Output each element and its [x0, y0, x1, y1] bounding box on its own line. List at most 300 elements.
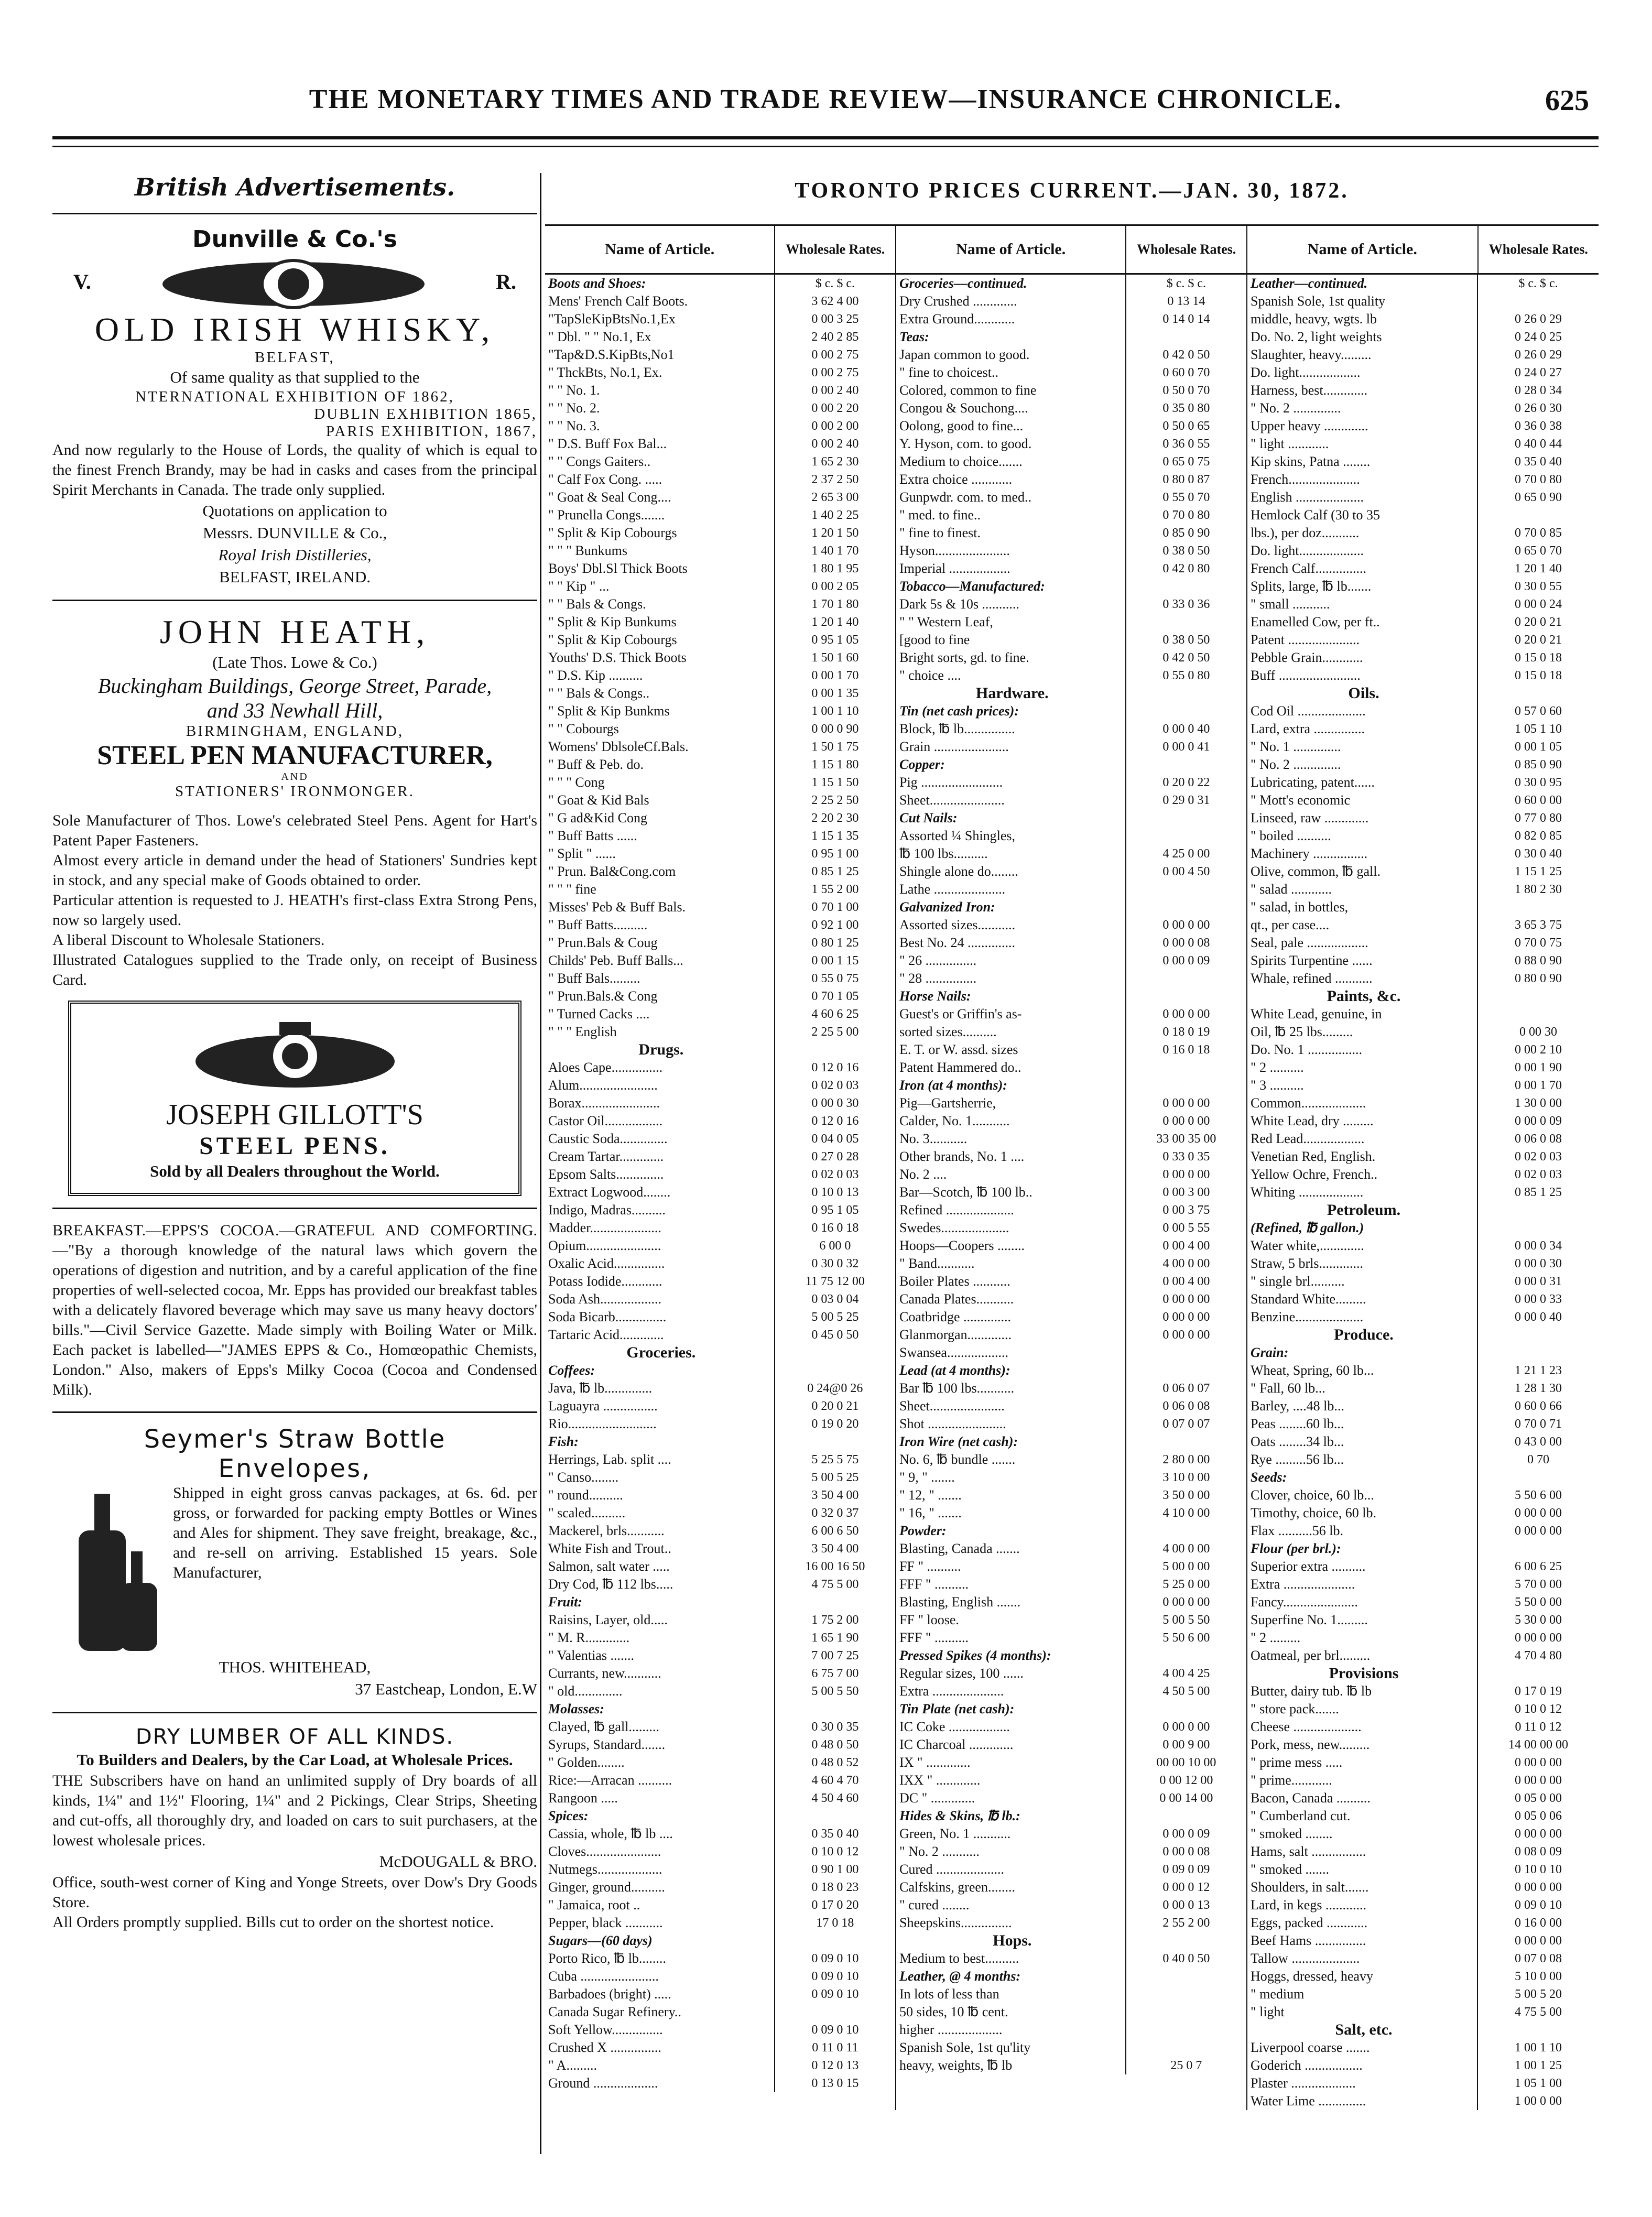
article-name: " " " fine — [545, 881, 775, 898]
article-name: Japan common to good. — [896, 346, 1126, 364]
article-name: Soft Yellow............... — [545, 2021, 775, 2039]
article-name: Tin (net cash prices): — [896, 702, 1126, 720]
article-name: " " " English — [545, 1023, 775, 1041]
wholesale-rate: 0 48 0 52 — [811, 1756, 859, 1769]
price-row — [896, 1308, 1246, 1326]
article-name: Lard, extra ............... — [1247, 720, 1478, 738]
price-row — [896, 1469, 1246, 1486]
wholesale-rate: 1 15 1 80 — [811, 758, 859, 771]
article-name: " " Kip " ... — [545, 578, 775, 595]
price-row — [545, 2003, 895, 2021]
wholesale-rate: 0 00 1 90 — [1515, 1061, 1562, 1074]
article-name: Ginger, ground.......... — [545, 1878, 775, 1896]
wholesale-rate: 0 12 0 13 — [811, 2059, 859, 2072]
price-row — [545, 1183, 895, 1201]
wholesale-rate: 0 05 0 06 — [1515, 1809, 1562, 1823]
price-row — [545, 346, 895, 364]
wholesale-rate: 5 00 5 25 — [811, 1310, 859, 1324]
price-row — [545, 506, 895, 524]
wholesale-rate: 0 85 0 90 — [1162, 526, 1210, 540]
article-name: Tin Plate (net cash): — [896, 1700, 1126, 1718]
dunville-ad: Dunville & Co.'s V. R. OLD IRISH WHISKY, BELFAST, Of same quality as that supplied to the NTERNATIONAL EXHIBITION OF 1862, DUBLIN EXHIBITION 1865, PARIS EXHIBITION, 1867, And now regularly to the House of Lords, the quality of which is equal to the finest French Brandy, may be had in casks and cases from the principal Spirit Merchants in Canada. The trade only supplied. Quotations on application to Messrs. DUNVILLE & Co., Royal Irish Distilleries, BELFAST, IRELAND. — [52, 226, 537, 586]
wholesale-rate: 7 00 7 25 — [811, 1649, 859, 1662]
price-row — [1247, 488, 1599, 506]
wholesale-rate: 0 32 0 37 — [811, 1506, 859, 1520]
price-row — [1247, 1575, 1599, 1593]
price-row — [1247, 506, 1599, 524]
wholesale-rate: 5 25 5 75 — [811, 1453, 859, 1466]
wholesale-rate: 0 24 0 27 — [1515, 366, 1562, 379]
article-name: " " Bals & Congs. — [545, 595, 775, 613]
price-column-3: Name of Article. Wholesale Rates. Leather—continued. $ c. $ c. Spanish Sole, 1st quality middle, heavy, wgts. lb 0 26 0 29 Do. No. 2, light weights 0 24 0 25 Slaughter, heavy......... 0 26 0 29 Do. light.................. 0 24 0 27 Harness, best............. 0 28 0 34 " No. 2 .............. 0 26 0 30 Upper heavy ............. 0 36 0 38 " light ............ 0 40 0 44 Kip skins, Patna ........ 0 35 0 40 French..................... 0 70 0 80 English .................... 0 65 0 90 Hemlock Calf (30 to 35 lbs.), per doz........... 0 70 0 85 Do. light................... 0 65 0 70 French Calf............... 1 20 1 40 Splits, large, ℔ lb....... 0 30 0 55 " small ........... 0 00 0 24 Enamelled Cow, per ft.. 0 20 0 21 Patent ..................... 0 20 0 21 Pebble Grain............ 0 15 0 18 Buff ........................ 0 15 0 18 Oils. Cod Oil .................... 0 57 0 60 Lard, extra ............... 1 05 1 10 " No. 1 .............. 0 00 1 05 " No. 2 .............. 0 85 0 90 Lubricating, patent...... 0 30 0 95 " Mott's economic 0 60 0 00 Linseed, raw ............. 0 77 0 80 " boiled .......... 0 82 0 85 Machinery ................ 0 30 0 40 Olive, common, ℔ gall. 1 15 1 25 " salad ............ 1 80 2 30 " salad, in bottles, qt., per case.... 3 65 3 75 Seal, pale .................. 0 70 0 75 Spirits Turpentine ...... 0 88 0 90 Whale, refined ........... 0 80 0 90 Paints, &c. White Lead, genuine, in Oil, ℔ 25 lbs......... 0 00 30 Do. No. 1 ................ 0 00 2 10 " 2 .......... 0 00 1 90 " 3 .......... 0 00 1 70 Common................... 1 30 0 00 White Lead, dry ......... 0 00 0 09 Red Lead.................. 0 06 0 08 Venetian Red, English. 0 02 0 03 Yellow Ochre, French.. 0 02 0 03 Whiting ................... 0 85 1 25 Petroleum. (Refined, ℔ gallon.) Water white,............. 0 00 0 34 Straw, 5 brls............. 0 00 0 30 " single brl.......... 0 00 0 31 Standard White......... 0 00 0 33 Benzine.................... 0 00 0 40 Produce. Grain: Wheat, Spring, 60 lb... 1 21 1 23 " Fall, 60 lb... 1 28 1 30 Barley, ....48 lb... 0 60 0 66 Peas ........60 lb... 0 70 0 71 Oats ........34 lb... 0 43 0 00 Rye .........56 lb... 0 70 Seeds: Clover, choice, 60 lb... 5 50 6 00 Timothy, choice, 60 lb. 0 00 0 00 Flax ..........56 lb. 0 00 0 00 Flour (per brl.): Superior extra .......... 6 00 6 25 Extra ..................... 5 70 0 00 Fancy...................... 5 50 0 00 Superfine No. 1......... 5 30 0 00 " 2 ......... 0 00 0 00 Oatmeal, per brl......... 4 70 4 80 Provisions Butter, dairy tub. ℔ lb 0 17 0 19 " store pack....... 0 10 0 12 Cheese .................... 0 11 0 12 Pork, mess, new......... 14 00 00 00 " prime mess ..... 0 00 0 00 " prime............ 0 00 0 00 Bacon, Canada .......... 0 05 0 00 " Cumberland cut. 0 05 0 06 " smoked ........ 0 00 0 00 Hams, salt ................ 0 08 0 09 " smoked ....... 0 10 0 10 Shoulders, in salt....... 0 00 0 00 Lard, in kegs ............ 0 09 0 10 Eggs, packed ............ 0 16 0 00 Beef Hams ............... 0 00 0 00 Tallow .................... 0 07 0 08 Hoggs, dressed, heavy 5 10 0 00 " medium 5 00 5 20 " light 4 75 5 00 Salt, etc. Liverpool coarse ....... 1 00 1 10 Goderich ................. 1 00 1 25 Plaster ................... 1 05 1 00 Water Lime .............. 1 00 0 00 — [1247, 226, 1599, 2110]
article-name: Caustic Soda.............. — [545, 1130, 775, 1148]
price-row — [545, 399, 895, 417]
wholesale-rate — [1478, 1201, 1599, 1219]
wholesale-rate: 0 00 0 00 — [1162, 1168, 1210, 1181]
article-name: Grain ...................... — [896, 738, 1126, 756]
wholesale-rate: 0 00 2 10 — [1515, 1043, 1562, 1057]
article-name: Oil, ℔ 25 lbs......... — [1247, 1023, 1478, 1041]
article-name: " single brl.......... — [1247, 1273, 1478, 1290]
wholesale-rate: 0 40 0 44 — [1515, 437, 1562, 451]
article-name: Salmon, salt water ..... — [545, 1558, 775, 1575]
price-row — [896, 1772, 1246, 1789]
article-name: No. 3........... — [896, 1130, 1126, 1148]
article-name: Common................... — [1247, 1094, 1478, 1112]
article-name: Extra choice ............ — [896, 471, 1126, 488]
wholesale-rate: 0 09 0 10 — [811, 1970, 859, 1983]
wholesale-rate: 0 00 14 00 — [1159, 1791, 1213, 1805]
wholesale-rate: 0 26 0 29 — [1515, 312, 1562, 326]
wholesale-rate: 0 40 0 50 — [1162, 1952, 1210, 1965]
price-row — [1247, 1647, 1599, 1665]
price-row — [896, 1807, 1246, 1825]
article-name: Peas ........60 lb... — [1247, 1415, 1478, 1433]
article-name: Epsom Salts.............. — [545, 1166, 775, 1183]
wholesale-rate: 2 65 3 00 — [811, 491, 859, 504]
price-row — [896, 1575, 1246, 1593]
prices-title: TORONTO PRICES CURRENT.—JAN. 30, 1872. — [795, 179, 1349, 203]
price-row — [896, 1825, 1246, 1843]
wholesale-rate: 0 60 0 66 — [1515, 1399, 1562, 1413]
price-row — [545, 1379, 895, 1397]
article-name: Do. light................... — [1247, 542, 1478, 560]
price-row — [545, 1629, 895, 1647]
article-name: Guest's or Griffin's as- — [896, 1005, 1126, 1023]
article-name: FF " .......... — [896, 1558, 1126, 1575]
wholesale-rate: 0 35 0 40 — [1515, 455, 1562, 469]
wholesale-rate: 1 65 1 90 — [811, 1631, 859, 1645]
wholesale-rate: 0 35 0 40 — [811, 1827, 859, 1841]
price-row — [896, 1896, 1246, 1914]
wholesale-rate: 0 60 0 00 — [1515, 794, 1562, 807]
article-name: Tobacco—Manufactured: — [896, 578, 1126, 595]
article-name: Cassia, whole, ℔ lb .... — [545, 1825, 775, 1843]
article-name: White Fish and Trout.. — [545, 1540, 775, 1558]
price-row — [1247, 952, 1599, 970]
price-row — [1247, 1112, 1599, 1130]
wholesale-rate: 0 19 0 20 — [811, 1417, 859, 1431]
price-row — [545, 1914, 895, 1932]
article-name: Cod Oil .................... — [1247, 702, 1478, 720]
wholesale-rate — [775, 1362, 895, 1379]
wholesale-rate: 00 00 10 00 — [1156, 1756, 1216, 1769]
wholesale-rate: 5 50 0 00 — [1515, 1595, 1562, 1609]
article-name: Red Lead.................. — [1247, 1130, 1478, 1148]
article-name: Aloes Cape............... — [545, 1059, 775, 1077]
wholesale-rate: 0 00 0 00 — [1515, 1774, 1562, 1787]
article-name: " Cumberland cut. — [1247, 1807, 1478, 1825]
wholesale-rate: 0 06 0 07 — [1162, 1382, 1210, 1395]
article-name: Lubricating, patent...... — [1247, 774, 1478, 791]
wholesale-rate: 0 50 0 65 — [1162, 419, 1210, 433]
wholesale-rate — [1126, 881, 1246, 898]
article-name: Plaster ................... — [1247, 2074, 1478, 2092]
wholesale-rate: 0 00 0 00 — [1162, 1114, 1210, 1128]
price-row — [896, 524, 1246, 542]
article-name: qt., per case.... — [1247, 916, 1478, 934]
article-name: " Buff Bals......... — [545, 970, 775, 987]
price-row — [545, 720, 895, 738]
article-name: Bacon, Canada .......... — [1247, 1789, 1478, 1807]
wholesale-rate — [1126, 2003, 1246, 2021]
wholesale-rate: 0 03 0 04 — [811, 1292, 859, 1306]
article-name: Horse Nails: — [896, 987, 1126, 1005]
price-row — [545, 1700, 895, 1718]
article-name: Fish: — [545, 1433, 775, 1451]
price-row — [1247, 364, 1599, 382]
article-name: Oatmeal, per brl......... — [1247, 1647, 1478, 1665]
price-row — [1247, 1504, 1599, 1522]
price-row — [896, 934, 1246, 952]
price-row — [545, 2057, 895, 2074]
price-row — [896, 720, 1246, 738]
wholesale-rate: 0 00 4 00 — [1162, 1239, 1210, 1253]
wholesale-rate: 0 50 0 70 — [1162, 384, 1210, 397]
wholesale-rate — [1478, 292, 1599, 310]
wholesale-rate: 0 00 0 08 — [1162, 936, 1210, 950]
wholesale-rate: 1 80 2 30 — [1515, 883, 1562, 896]
article-name: Soda Bicarb............... — [545, 1308, 775, 1326]
price-column-2: Name of Article. Wholesale Rates. Groceries—continued. $ c. $ c. Dry Crushed ............. 0 13 14 Extra Ground............ 0 14 0 14 Teas: Japan common to good. 0 42 0 50 " fine to choicest.. 0 60 0 70 Colored, common to fine 0 50 0 70 Congou & Souchong.... 0 35 0 80 Oolong, good to fine... 0 50 0 65 Y. Hyson, com. to good. 0 36 0 55 Medium to choice....... 0 65 0 75 Extra choice ............ 0 80 0 87 Gunpwdr. com. to med.. 0 55 0 70 " med. to fine.. 0 70 0 80 " fine to finest. 0 85 0 90 Hyson...................... 0 38 0 50 Imperial .................. 0 42 0 80 Tobacco—Manufactured: Dark 5s & 10s ........... 0 33 0 36 " " Western Leaf, [good to fine 0 38 0 50 Bright sorts, gd. to fine. 0 42 0 50 " choice .... 0 55 0 80 Hardware. Tin (net cash prices): Block, ℔ lb............... 0 00 0 40 Grain ...................... 0 00 0 41 Copper: Pig ........................ 0 20 0 22 Sheet...................... 0 29 0 31 Cut Nails: Assorted ¼ Shingles, ℔ 100 lbs.......... 4 25 0 00 Shingle alone do........ 0 00 4 50 Lathe ..................... Galvanized Iron: Assorted sizes........... 0 00 0 00 Best No. 24 .............. 0 00 0 08 " 26 ............... 0 00 0 09 " 28 ............... Horse Nails: Guest's or Griffin's as- 0 00 0 00 sorted sizes.......... 0 18 0 19 E. T. or W. assd. sizes 0 16 0 18 Patent Hammered do.. Iron (at 4 months): Pig—Gartsherrie, 0 00 0 00 Calder, No. 1........... 0 00 0 00 No. 3........... 33 00 35 00 Other brands, No. 1 .... 0 33 0 35 No. 2 .... 0 00 0 00 Bar—Scotch, ℔ 100 lb.. 0 00 3 00 Refined .................... 0 00 3 75 Swedes.................... 0 00 5 55 Hoops—Coopers ........ 0 00 4 00 " Band........... 4 00 0 00 Boiler Plates ........... 0 00 4 00 Canada Plates........... 0 00 0 00 Coatbridge .............. 0 00 0 00 Glanmorgan............. 0 00 0 00 Swansea.................. Lead (at 4 months): Bar ℔ 100 lbs........... 0 06 0 07 Sheet...................... 0 06 0 08 Shot ....................... 0 07 0 07 Iron Wire (net cash): No. 6, ℔ bundle ....... 2 80 0 00 " 9, " ....... 3 10 0 00 " 12, " ....... 3 50 0 00 " 16, " ....... 4 10 0 00 Powder: Blasting, Canada ....... 4 00 0 00 FF " .......... 5 00 0 00 FFF " .......... 5 25 0 00 Blasting, English ....... 0 00 0 00 FF " loose. 5 00 5 50 FFF " .......... 5 50 6 00 Pressed Spikes (4 months): Regular sizes, 100 ...... 4 00 4 25 Extra ..................... 4 50 5 00 Tin Plate (net cash): IC Coke .................. 0 00 0 00 IC Charcoal ............. 0 00 9 00 IX " ............. 00 00 10 00 IXX " ............. 0 00 12 00 DC " ............. 0 00 14 00 Hides & Skins, ℔ lb.: Green, No. 1 ........... 0 00 0 09 " No. 2 ........... 0 00 0 08 Cured .................... 0 09 0 09 Calfskins, green........ 0 00 0 12 " cured ........ 0 00 0 13 Sheepskins............... 2 55 2 00 Hops. Medium to best.......... 0 40 0 50 Leather, @ 4 months: In lots of less than 50 sides, 10 ℔ cent. higher ................... Spanish Sole, 1st qu'lity heavy, weights, ℔ lb 25 0 7 — [896, 226, 1247, 2110]
price-row — [896, 506, 1246, 524]
article-name: " " Bals & Congs.. — [545, 684, 775, 702]
price-row — [1247, 1950, 1599, 1968]
price-row — [1247, 1326, 1599, 1344]
price-row — [545, 827, 895, 845]
price-row — [896, 702, 1246, 720]
wholesale-rate: 14 00 00 00 — [1508, 1738, 1568, 1752]
article-name: " prime mess ..... — [1247, 1754, 1478, 1772]
wholesale-rate: 0 02 0 03 — [1515, 1150, 1562, 1164]
wholesale-rate: 0 09 0 10 — [811, 1987, 859, 2001]
article-name: ℔ 100 lbs.......... — [896, 845, 1126, 863]
article-name: Dry Cod, ℔ 112 lbs..... — [545, 1575, 775, 1593]
price-row — [1247, 578, 1599, 595]
price-row — [896, 1540, 1246, 1558]
price-row — [1247, 1344, 1599, 1362]
article-name: Extra Ground............ — [896, 310, 1126, 328]
article-name: In lots of less than — [896, 1985, 1126, 2003]
article-name: Boots and Shoes: — [545, 275, 775, 292]
price-row — [896, 827, 1246, 845]
wholesale-rate: 1 70 1 80 — [811, 597, 859, 611]
wholesale-rate: 4 50 4 60 — [811, 1791, 859, 1805]
price-row — [896, 881, 1246, 898]
article-name: sorted sizes.......... — [896, 1023, 1126, 1041]
article-name: " Fall, 60 lb... — [1247, 1379, 1478, 1397]
wholesale-rate: 0 80 1 25 — [811, 936, 859, 950]
wholesale-rate: 0 00 0 00 — [1515, 1934, 1562, 1948]
wholesale-rate: 0 16 0 18 — [1162, 1043, 1210, 1057]
price-row — [896, 364, 1246, 382]
wholesale-rate: 2 40 2 85 — [811, 330, 859, 344]
wholesale-rate: 0 00 0 00 — [1515, 1631, 1562, 1645]
wholesale-rate: 0 00 0 00 — [1515, 1524, 1562, 1538]
article-name: Barley, ....48 lb... — [1247, 1397, 1478, 1415]
article-name: " No. 2 .............. — [1247, 756, 1478, 774]
article-name: Whale, refined ........... — [1247, 970, 1478, 987]
price-row — [1247, 1379, 1599, 1397]
wholesale-rate: 0 09 0 10 — [811, 2023, 859, 2037]
wholesale-rate: 0 00 0 00 — [1162, 1007, 1210, 1021]
wholesale-rate: 0 00 0 90 — [811, 722, 859, 736]
wholesale-rate: 0 06 0 08 — [1162, 1399, 1210, 1413]
price-row — [896, 1914, 1246, 1932]
wholesale-rate — [1478, 1540, 1599, 1558]
article-name: Rangoon ..... — [545, 1789, 775, 1807]
price-row — [545, 898, 895, 916]
wholesale-rate: 1 30 0 00 — [1515, 1096, 1562, 1110]
article-name: Standard White......... — [1247, 1290, 1478, 1308]
wholesale-rate: 0 11 0 12 — [1515, 1720, 1562, 1734]
article-name: Madder..................... — [545, 1219, 775, 1237]
wholesale-rate: 0 85 0 90 — [1515, 758, 1562, 771]
article-name: E. T. or W. assd. sizes — [896, 1041, 1126, 1059]
article-name: " " Cobourgs — [545, 720, 775, 738]
wholesale-rate — [775, 1433, 895, 1451]
price-row — [1247, 524, 1599, 542]
article-name: "TapSleKipBtsNo.1,Ex — [545, 310, 775, 328]
article-name: IC Charcoal ............. — [896, 1736, 1126, 1754]
dunville-product: OLD IRISH WHISKY, — [94, 311, 495, 348]
price-row — [1247, 1789, 1599, 1807]
price-row — [1247, 1219, 1599, 1237]
price-row — [896, 1219, 1246, 1237]
article-name: " prime............ — [1247, 1772, 1478, 1789]
article-name: higher ................... — [896, 2021, 1126, 2039]
wholesale-rate — [1126, 827, 1246, 845]
header-rule — [52, 136, 1599, 139]
gillott-name: JOSEPH GILLOTT'S — [166, 1099, 423, 1131]
wholesale-rate: 0 00 0 30 — [811, 1096, 859, 1110]
article-name: " Goat & Seal Cong.... — [545, 488, 775, 506]
article-name: " M. R............. — [545, 1629, 775, 1647]
wholesale-rate: 0 00 0 00 — [1162, 1310, 1210, 1324]
article-name: Porto Rico, ℔ lb........ — [545, 1950, 775, 1968]
article-name: " choice .... — [896, 667, 1126, 684]
price-row — [545, 934, 895, 952]
wholesale-rate: 0 09 0 10 — [811, 1952, 859, 1965]
wholesale-rate: 0 36 0 38 — [1515, 419, 1562, 433]
article-name: " " Congs Gaiters.. — [545, 453, 775, 471]
price-row — [896, 1754, 1246, 1772]
article-name: Castor Oil................. — [545, 1112, 775, 1130]
article-name: Coatbridge .............. — [896, 1308, 1126, 1326]
article-name: Grain: — [1247, 1344, 1478, 1362]
price-row — [1247, 791, 1599, 809]
price-row — [545, 1094, 895, 1112]
price-row — [545, 738, 895, 756]
price-row — [896, 1094, 1246, 1112]
wholesale-rate: 0 00 3 25 — [811, 312, 859, 326]
article-name: Best No. 24 .............. — [896, 934, 1126, 952]
article-name: Seeds: — [1247, 1469, 1478, 1486]
wholesale-rate: 0 00 0 09 — [1515, 1114, 1562, 1128]
wholesale-rate: 0 00 0 24 — [1515, 597, 1562, 611]
article-name: " Split & Kip Cobourgs — [545, 524, 775, 542]
article-name: Pig—Gartsherrie, — [896, 1094, 1126, 1112]
article-name: Water white,............. — [1247, 1237, 1478, 1255]
price-row — [896, 1878, 1246, 1896]
wholesale-rate: 0 15 0 18 — [1515, 669, 1562, 682]
wholesale-rate: 1 75 2 00 — [811, 1613, 859, 1627]
price-row — [896, 916, 1246, 934]
wholesale-rate — [1126, 1932, 1246, 1950]
prices-current — [545, 178, 1599, 2149]
article-name: " ThckBts, No.1, Ex. — [545, 364, 775, 382]
article-name: " " No. 3. — [545, 417, 775, 435]
price-row — [896, 310, 1246, 328]
wholesale-rate: 0 95 1 00 — [811, 847, 859, 861]
price-row — [545, 364, 895, 382]
price-row — [896, 863, 1246, 881]
article-name: " small ........... — [1247, 595, 1478, 613]
heath-name: JOHN HEATH, — [159, 613, 430, 650]
wholesale-rate: 0 20 0 21 — [1515, 615, 1562, 629]
article-name: Hams, salt ................ — [1247, 1843, 1478, 1861]
price-row — [896, 1700, 1246, 1718]
price-row — [545, 1878, 895, 1896]
price-row — [545, 1486, 895, 1504]
article-name: IC Coke .................. — [896, 1718, 1126, 1736]
price-row — [1247, 382, 1599, 399]
wholesale-rate: 0 70 0 80 — [1162, 508, 1210, 522]
price-row — [896, 1950, 1246, 1968]
wholesale-rate: 0 30 0 95 — [1515, 776, 1562, 789]
wholesale-rate: 5 50 6 00 — [1515, 1488, 1562, 1502]
article-name: White Lead, dry ......... — [1247, 1112, 1478, 1130]
price-row — [545, 595, 895, 613]
price-row — [545, 613, 895, 631]
article-name: Nutmegs................... — [545, 1861, 775, 1878]
article-name: Gunpwdr. com. to med.. — [896, 488, 1126, 506]
wholesale-rate: 0 00 1 70 — [1515, 1079, 1562, 1092]
price-row — [896, 1789, 1246, 1807]
price-row — [1247, 328, 1599, 346]
price-row — [1247, 809, 1599, 827]
price-row — [1247, 1843, 1599, 1861]
wholesale-rate: 5 10 0 00 — [1515, 1970, 1562, 1983]
wholesale-rate: 0 36 0 55 — [1162, 437, 1210, 451]
wholesale-rate: 0 20 0 21 — [811, 1399, 859, 1413]
price-row — [1247, 1077, 1599, 1094]
price-row — [545, 1985, 895, 2003]
wholesale-rate: 11 75 12 00 — [805, 1275, 865, 1288]
price-row — [545, 453, 895, 471]
wholesale-rate: 0 10 0 12 — [811, 1845, 859, 1859]
price-row — [896, 1166, 1246, 1183]
price-row — [545, 1219, 895, 1237]
article-name: Borax....................... — [545, 1094, 775, 1112]
article-name: " Buff & Peb. do. — [545, 756, 775, 774]
price-row — [545, 542, 895, 560]
price-row — [545, 1415, 895, 1433]
wholesale-rate — [1478, 1469, 1599, 1486]
article-name: " No. 2 ........... — [896, 1843, 1126, 1861]
price-row — [896, 1932, 1246, 1950]
article-name: Splits, large, ℔ lb....... — [1247, 578, 1478, 595]
wholesale-rate — [1126, 1077, 1246, 1094]
article-name: Calder, No. 1........... — [896, 1112, 1126, 1130]
price-row — [545, 1558, 895, 1575]
wholesale-rate: 0 95 1 05 — [811, 1203, 859, 1217]
article-name: Benzine.................... — [1247, 1308, 1478, 1326]
article-name: Hoggs, dressed, heavy — [1247, 1968, 1478, 1985]
price-row — [896, 399, 1246, 417]
price-row — [1247, 2039, 1599, 2057]
price-row — [896, 684, 1246, 702]
price-row — [1247, 399, 1599, 417]
page-number: 625 — [1545, 84, 1589, 117]
article-name: Sheet...................... — [896, 791, 1126, 809]
wholesale-rate — [1126, 1059, 1246, 1077]
wholesale-rate — [1126, 684, 1246, 702]
price-row — [896, 1611, 1246, 1629]
price-row — [1247, 1166, 1599, 1183]
article-name: Powder: — [896, 1522, 1126, 1540]
price-row — [896, 809, 1246, 827]
article-name: " boiled .......... — [1247, 827, 1478, 845]
epps-ad: BREAKFAST.—EPPS'S COCOA.—GRATEFUL AND COMFORTING.—"By a thorough knowledge of the natural laws which govern the operations of digestion and nutrition, and by a careful application of the fine properties of well-selected cocoa, Mr. Epps has provided our breakfast tables with a delicately flavored beverage which may save us many heavy doctors' bills."—Civil Service Gazette. Made simply with Boiling Water or Milk. Each packet is labelled—"JAMES EPPS & Co., Homœopathic Chemists, London." Also, makers of Epps's Milky Cocoa (Cocoa and Condensed Milk). — [52, 1222, 537, 1398]
wholesale-rate — [1478, 2021, 1599, 2039]
wholesale-rate: 0 24 0 25 — [1515, 330, 1562, 344]
price-row — [896, 1433, 1246, 1451]
article-name: Petroleum. — [1247, 1201, 1478, 1219]
article-name: Bar—Scotch, ℔ 100 lb.. — [896, 1183, 1126, 1201]
article-name: Misses' Peb & Buff Bals. — [545, 898, 775, 916]
article-name: Spanish Sole, 1st qu'lity — [896, 2039, 1126, 2057]
price-row — [545, 684, 895, 702]
price-row — [1247, 292, 1599, 310]
wholesale-rate: 0 00 0 00 — [1162, 1595, 1210, 1609]
article-name: Seal, pale .................. — [1247, 934, 1478, 952]
article-name: Spanish Sole, 1st quality — [1247, 292, 1478, 310]
price-row — [545, 649, 895, 667]
wholesale-rate: 0 07 0 07 — [1162, 1417, 1210, 1431]
article-name: Eggs, packed ............ — [1247, 1914, 1478, 1932]
price-row — [896, 578, 1246, 595]
wholesale-rate: 6 75 7 00 — [811, 1667, 859, 1680]
price-row — [1247, 863, 1599, 881]
price-row — [545, 809, 895, 827]
wholesale-rate: 1 15 1 35 — [811, 829, 859, 843]
article-name: FFF " .......... — [896, 1629, 1126, 1647]
wholesale-rate — [1126, 328, 1246, 346]
crest-icon — [185, 1019, 405, 1093]
wholesale-rate: 0 85 1 25 — [811, 865, 859, 878]
article-name: Leather—continued. — [1247, 275, 1478, 292]
